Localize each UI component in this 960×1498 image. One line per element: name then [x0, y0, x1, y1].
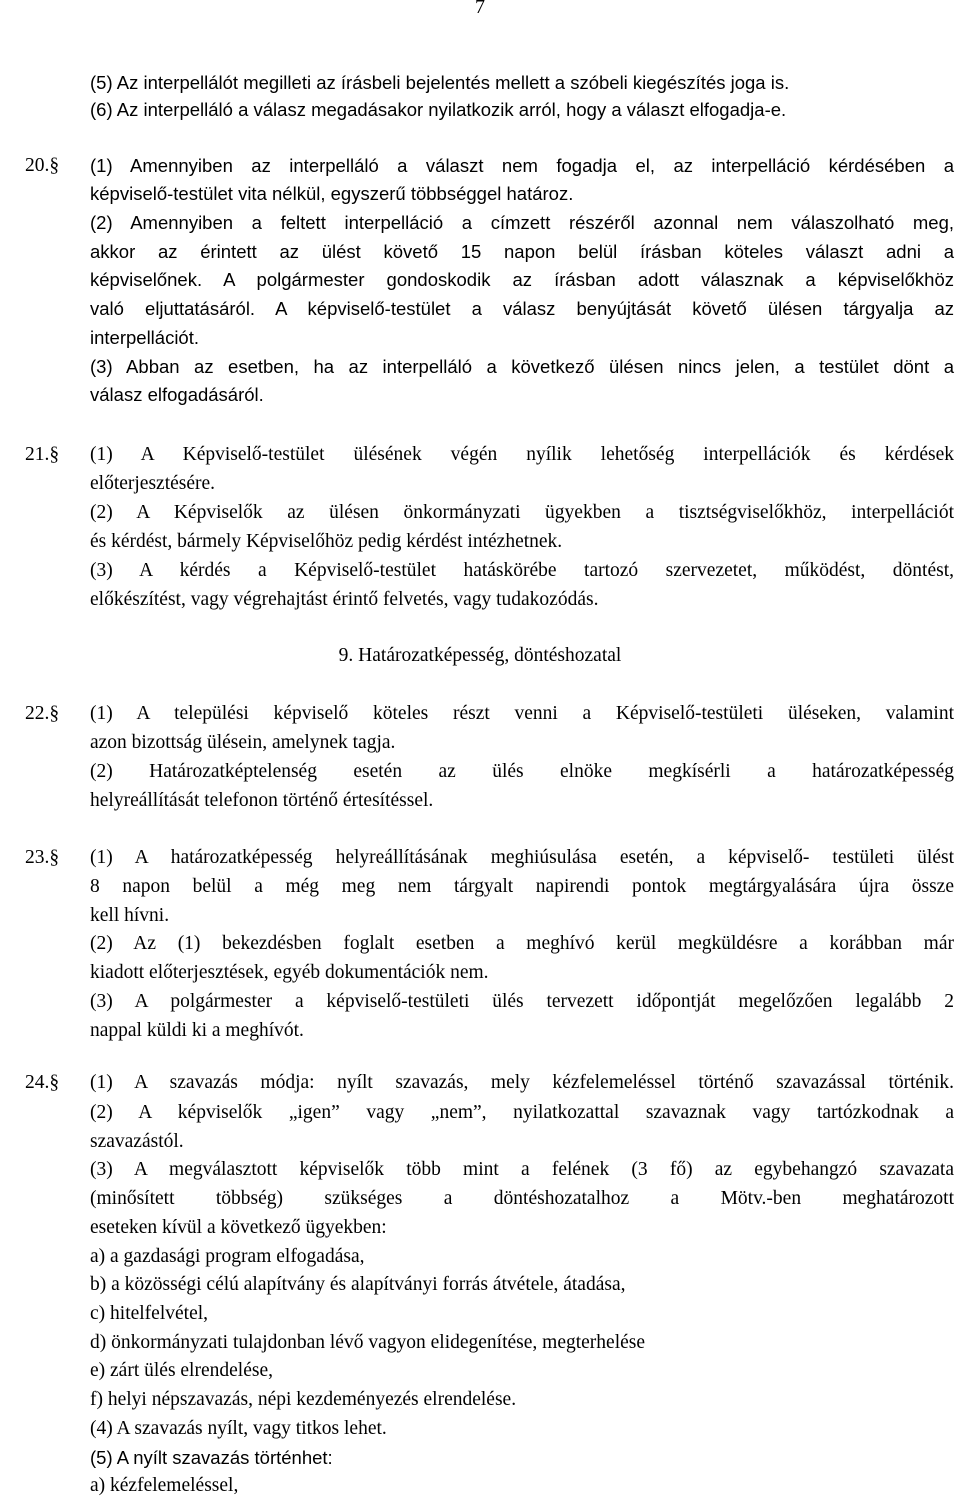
text-line: való eljuttatásáról. A képviselő-testület a válasz benyújtását követő ülésen tárgyalja az: [90, 298, 954, 319]
text-line: (2) Az (1) bekezdésben foglalt esetben a meghívó kerül megküldésre a korábban már: [90, 933, 954, 954]
text-line: eseteken kívül a következő ügyekben:: [90, 1217, 387, 1238]
paragraph-number-22: 22.§: [25, 703, 60, 724]
text-line: (2) A képviselők „igen” vagy „nem”, nyilatkozattal szavaznak vagy tartózkodnak a: [90, 1102, 954, 1123]
text-line: (1) A települési képviselő köteles részt venni a Képviselő-testületi üléseken, valamint: [90, 703, 954, 724]
text-line: válasz elfogadásáról.: [90, 384, 264, 405]
text-line: és kérdést, bármely Képviselőhöz pedig kérdést intézhetnek.: [90, 531, 563, 552]
text-line: helyreállítását telefonon történő értesítéssel.: [90, 790, 434, 811]
text-line: interpellációt.: [90, 327, 200, 348]
text-line: (3) A megválasztott képviselők több mint a felének (3 fő) az egybehangzó szavazata: [90, 1159, 954, 1180]
text-line: képviselőnek. A polgármester gondoskodik az írásban adott válasznak a képviselőkhöz: [90, 269, 954, 290]
text-line: a) a gazdasági program elfogadása,: [90, 1246, 365, 1267]
text-line: (3) A kérdés a Képviselő-testület hatáskörébe tartozó szervezetet, működést, döntést,: [90, 560, 954, 581]
text-line: azon bizottság ülésein, amelynek tagja.: [90, 732, 396, 753]
text-line: (1) Amennyiben az interpelláló a választ nem fogadja el, az interpelláció kérdésében a: [90, 155, 954, 176]
paragraph-number-24: 24.§: [25, 1072, 60, 1093]
text-line: szavazástól.: [90, 1131, 184, 1152]
text-line: f) helyi népszavazás, népi kezdeményezés elrendelése.: [90, 1389, 517, 1410]
text-line: előterjesztésére.: [90, 473, 216, 494]
text-line: a) kézfelemeléssel,: [90, 1475, 239, 1496]
text-line: kiadott előterjesztések, egyéb dokumentációk nem.: [90, 962, 489, 983]
text-line: (minősített többség) szükséges a döntéshozatalhoz a Mötv.-ben meghatározott: [90, 1188, 954, 1209]
text-line: 8 napon belül a még meg nem tárgyalt napirendi pontok megtárgyalására újra össze: [90, 876, 954, 897]
text-line: e) zárt ülés elrendelése,: [90, 1360, 273, 1381]
text-line: d) önkormányzati tulajdonban lévő vagyon elidegenítése, megterhelése: [90, 1332, 646, 1353]
text-line: (3) A polgármester a képviselő-testületi ülés tervezett időpontját megelőzően legalább 2: [90, 991, 954, 1012]
section-heading: 9. Határozatképesség, döntéshozatal: [338, 645, 622, 666]
text-line: (2) Határozatképtelenség esetén az ülés elnöke megkísérli a határozatképesség: [90, 761, 954, 782]
text-line: c) hitelfelvétel,: [90, 1303, 209, 1324]
paragraph-number-23: 23.§: [25, 847, 60, 868]
text-line: (5) A nyílt szavazás történhet:: [90, 1447, 333, 1468]
text-line: b) a közösségi célú alapítvány és alapítványi forrás átvétele, átadása,: [90, 1274, 626, 1295]
text-line: (2) Amennyiben a feltett interpelláció a címzett részéről azonnal nem válaszolható meg,: [90, 212, 954, 233]
text-line: kell hívni.: [90, 905, 170, 926]
text-line: előkészítést, vagy végrehajtást érintő felvetés, vagy tudakozódás.: [90, 589, 599, 610]
text-line: nappal küldi ki a meghívót.: [90, 1020, 304, 1041]
text-line: (3) Abban az esetben, ha az interpelláló a következő ülésen nincs jelen, a testület dönt a: [90, 356, 954, 377]
text-line: (2) A Képviselők az ülésen önkormányzati ügyekben a tisztségviselőkhöz, interpellációt: [90, 502, 954, 523]
text-line: (1) A szavazás módja: nyílt szavazás, mely kézfelemeléssel történő szavazással történik.: [90, 1072, 954, 1093]
text-line: (1) A Képviselő-testület ülésének végén nyílik lehetőség interpellációk és kérdések: [90, 444, 954, 465]
text-line: (1) A határozatképesség helyreállításának meghiúsulása esetén, a képviselő- testületi ülést: [90, 847, 954, 868]
text-line: akkor az érintett az ülést követő 15 napon belül írásban köteles választ adni a: [90, 241, 954, 262]
text-line: (6) Az interpelláló a válasz megadásakor nyilatkozik arról, hogy a választ elfogadja-e.: [90, 99, 787, 120]
text-line: (4) A szavazás nyílt, vagy titkos lehet.: [90, 1418, 387, 1439]
page-number: 7: [475, 0, 485, 18]
text-line: (5) Az interpellálót megilleti az írásbeli bejelentés mellett a szóbeli kiegészítés joga is.: [90, 72, 790, 93]
paragraph-number-21: 21.§: [25, 444, 60, 465]
text-line: képviselő-testület vita nélkül, egyszerű többséggel határoz.: [90, 183, 574, 204]
paragraph-number-20: 20.§: [25, 155, 60, 176]
